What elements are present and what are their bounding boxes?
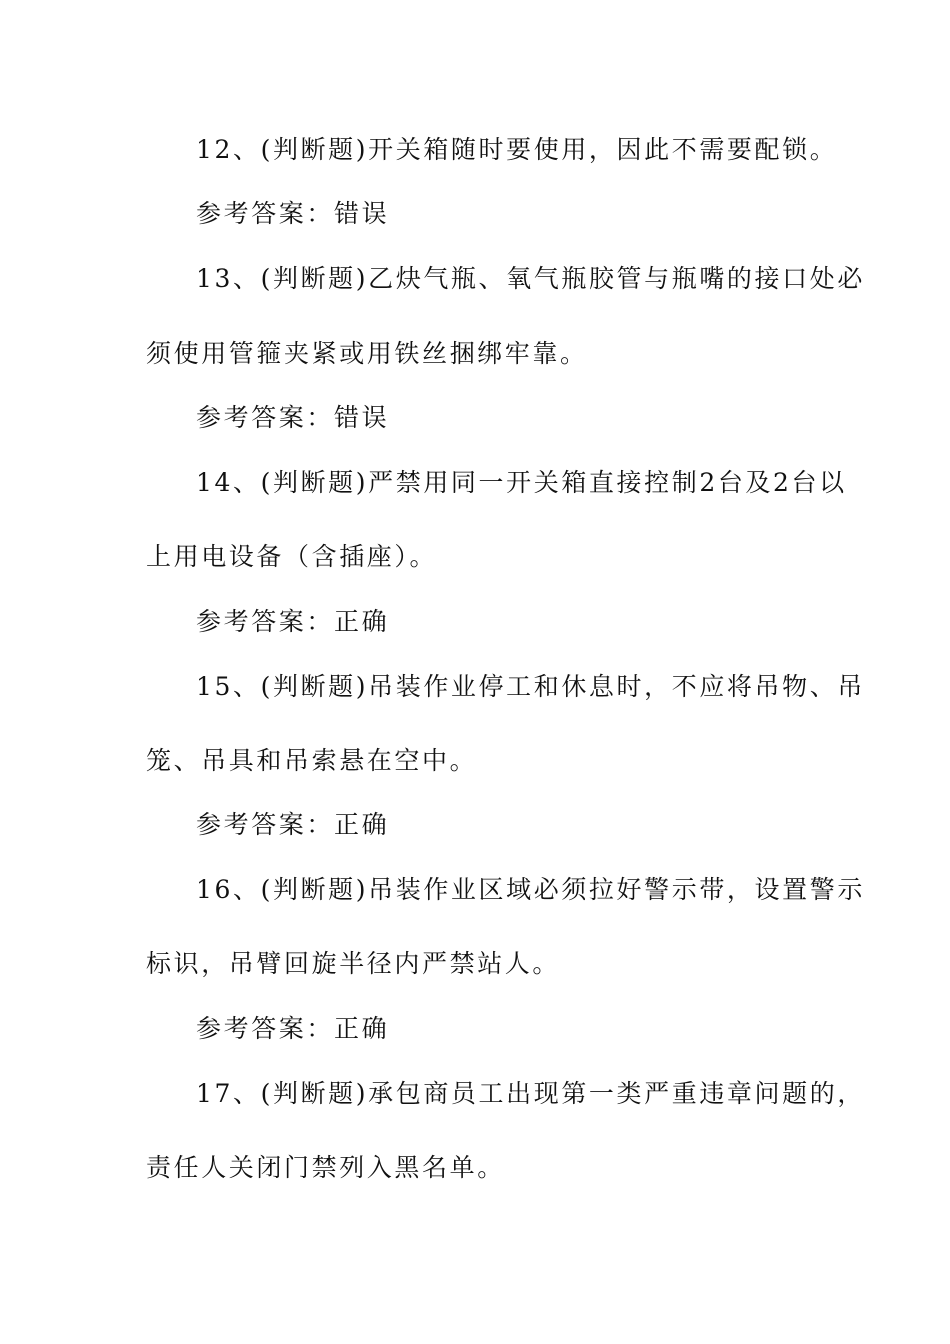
question-14-text-continued: 上用电设备（含插座）。: [146, 542, 438, 571]
question-13-text-continued: 须使用管箍夹紧或用铁丝捆绑牢靠。: [146, 339, 588, 368]
question-16-answer: 参考答案：正确: [196, 1014, 390, 1043]
question-16-text-continued: 标识，吊臂回旋半径内严禁站人。: [146, 949, 561, 978]
question-17-text-continued: 责任人关闭门禁列入黑名单。: [146, 1153, 505, 1182]
question-16-text: 16、(判断题)吊装作业区域必须拉好警示带，设置警示: [196, 875, 865, 904]
question-12-answer: 参考答案：错误: [196, 199, 390, 228]
question-14-text: 14、(判断题)严禁用同一开关箱直接控制2台及2台以: [196, 468, 847, 497]
question-14-answer: 参考答案：正确: [196, 607, 390, 636]
question-12-text: 12、(判断题)开关箱随时要使用，因此不需要配锁。: [196, 135, 838, 164]
question-15-text: 15、(判断题)吊装作业停工和休息时，不应将吊物、吊: [196, 672, 865, 701]
question-13-text: 13、(判断题)乙炔气瓶、氧气瓶胶管与瓶嘴的接口处必: [196, 264, 865, 293]
question-15-text-continued: 笼、吊具和吊索悬在空中。: [146, 746, 478, 775]
question-13-answer: 参考答案：错误: [196, 403, 390, 432]
question-17-text: 17、(判断题)承包商员工出现第一类严重违章问题的，: [196, 1079, 865, 1108]
question-15-answer: 参考答案：正确: [196, 810, 390, 839]
